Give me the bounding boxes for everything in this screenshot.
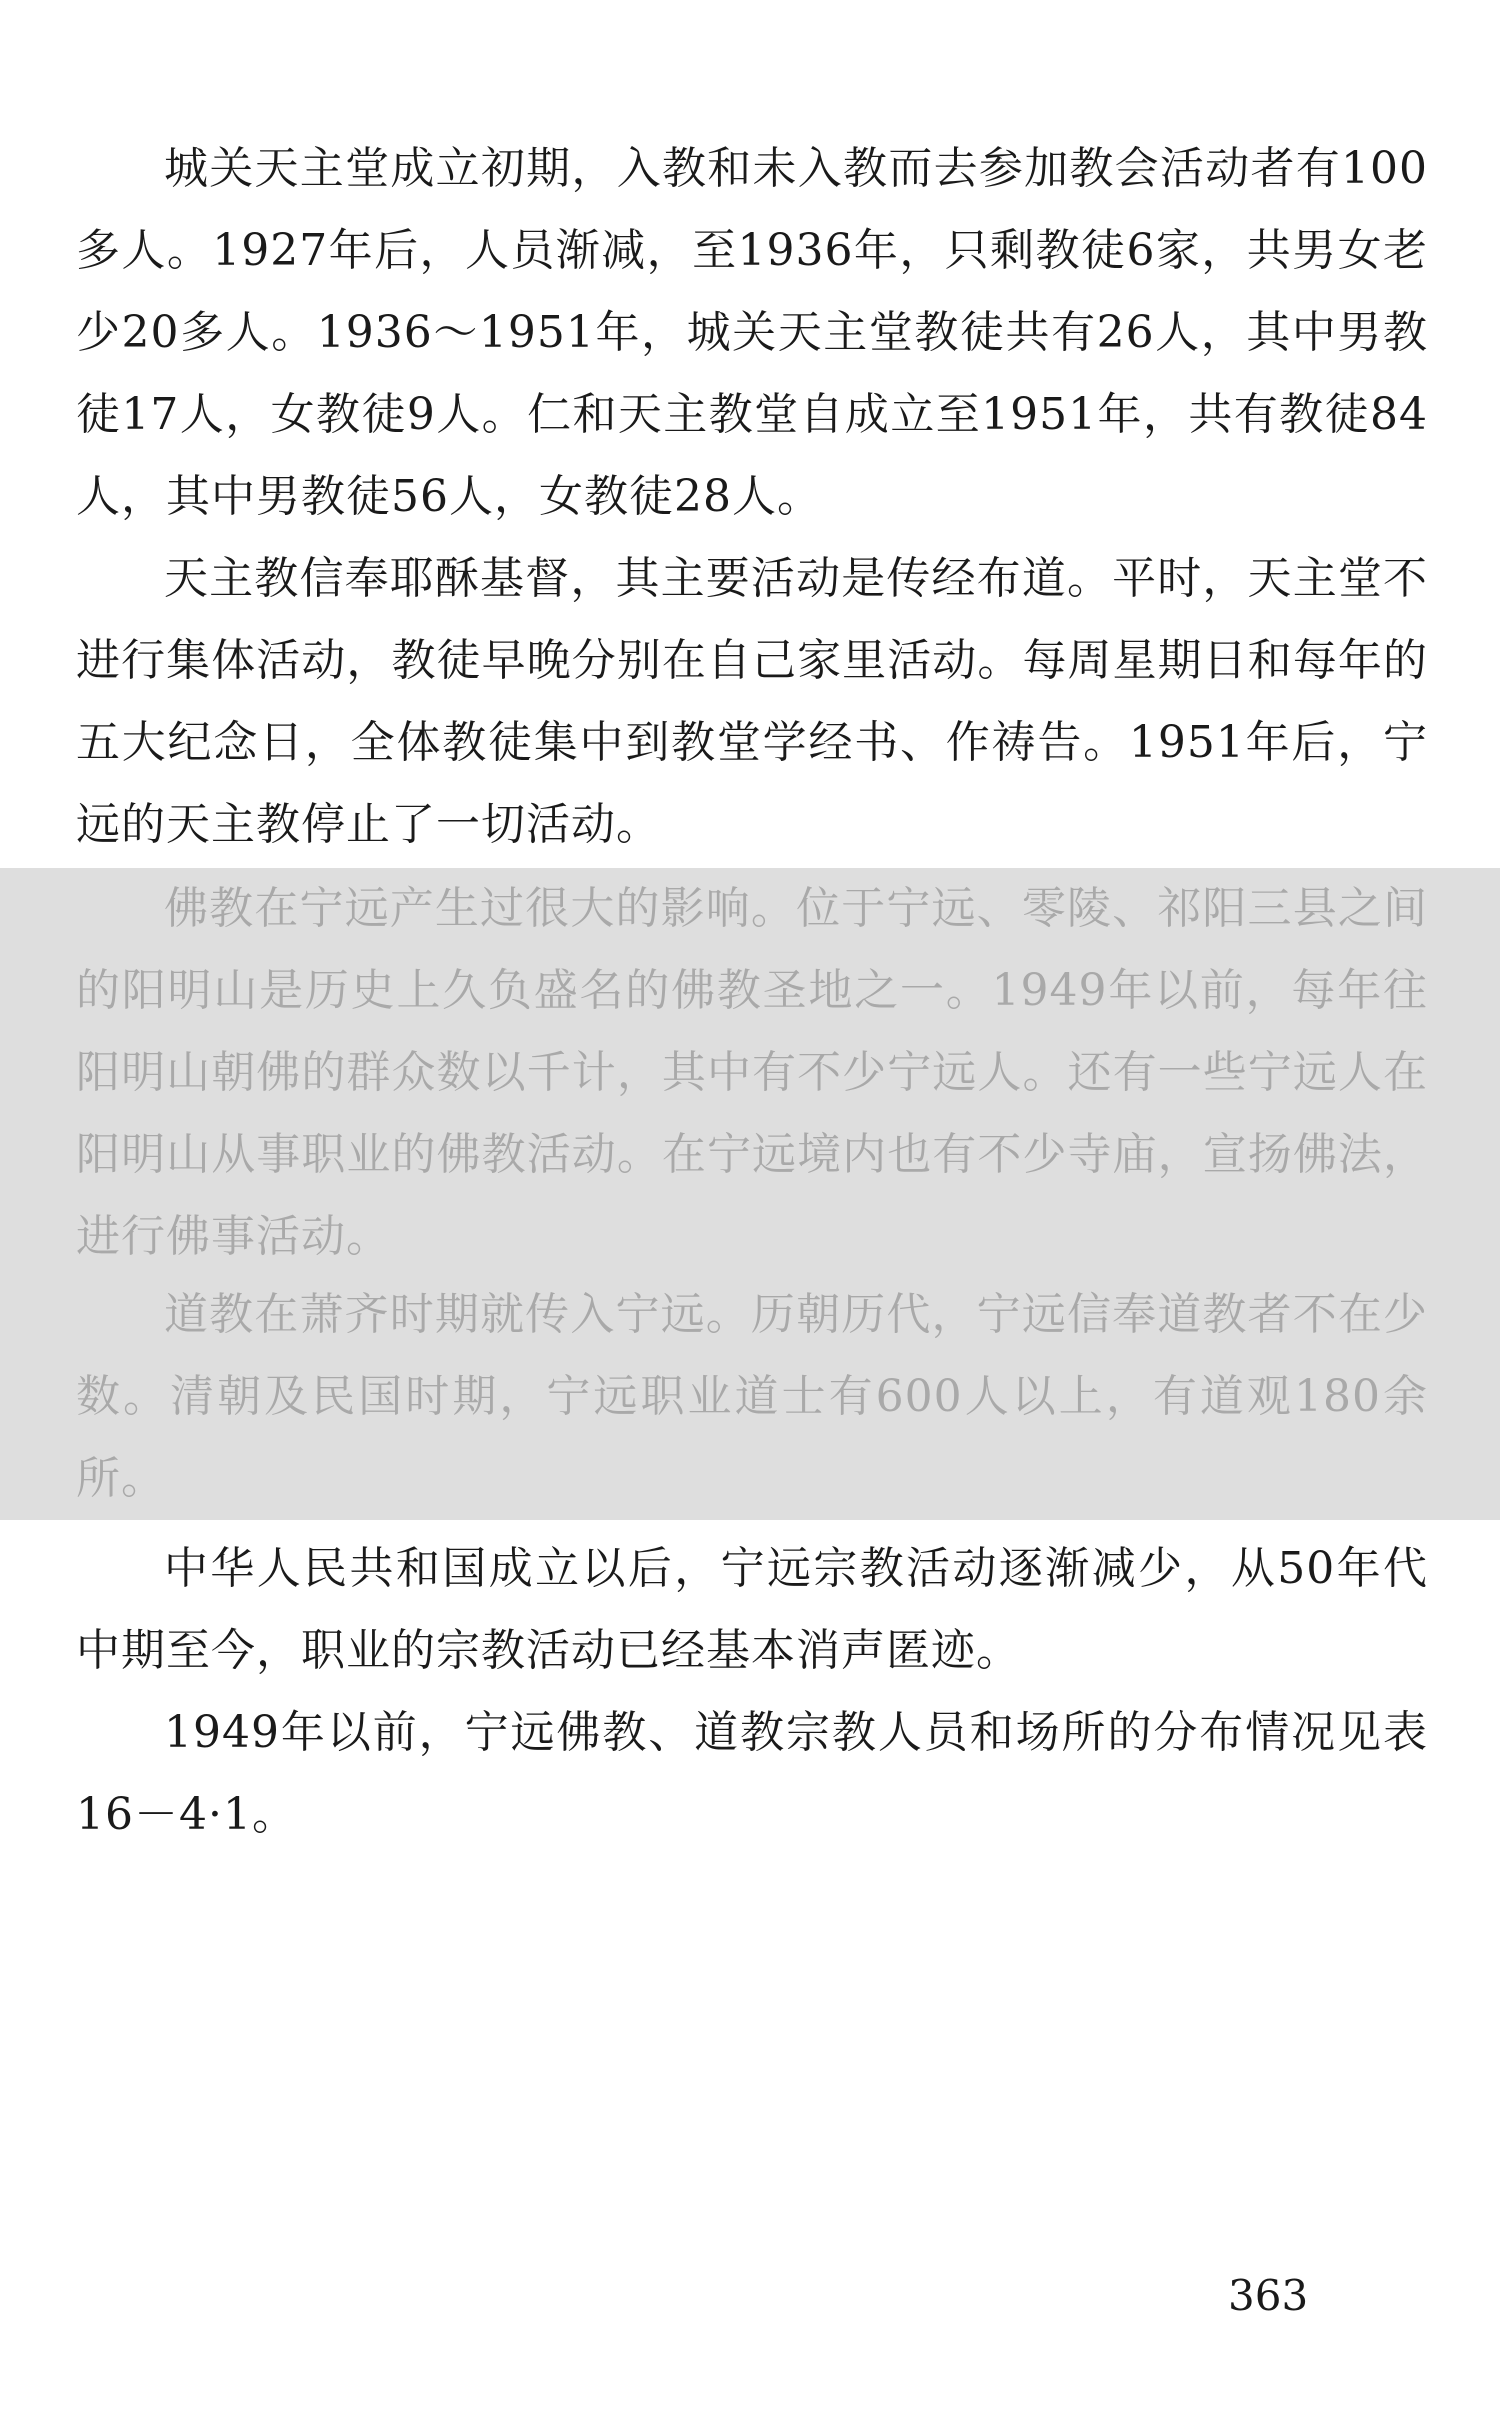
page-number: 363 bbox=[1228, 2271, 1309, 2320]
paragraph-buddhism: 佛教在宁远产生过很大的影响。位于宁远、零陵、祁阳三县之间的阳明山是历史上久负盛名的佛教圣地之一。1949年以前，每年往阳明山朝佛的群众数以千计，其中有不少宁远人。还有一些宁远人在阳明山从事职业的佛教活动。在宁远境内也有不少寺庙，宣扬佛法，进行佛事活动。 bbox=[76, 883, 1428, 1262]
paragraph-catholic-membership: 城关天主堂成立初期，入教和未入教而去参加教会活动者有100多人。1927年后，人员渐减，至1936年，只剩教徒6家，共男女老少20多人。1936～1951年，城关天主堂教徒共有26人，其中男教徒17人，女教徒9人。仁和天主教堂自成立至1951年，共有教徒84人，其中男教徒56人，女教徒28人。 bbox=[76, 143, 1428, 522]
paragraph-taoism: 道教在萧齐时期就传入宁远。历朝历代，宁远信奉道教者不在少数。清朝及民国时期，宁远职业道士有600人以上，有道观180余所。 bbox=[76, 1289, 1428, 1504]
paragraph-catholic-activities: 天主教信奉耶酥基督，其主要活动是传经布道。平时，天主堂不进行集体活动，教徒早晚分别在自己家里活动。每周星期日和每年的五大纪念日，全体教徒集中到教堂学经书、作祷告。1951年后，宁远的天主教停止了一切活动。 bbox=[76, 553, 1428, 850]
paragraph-table-reference: 1949年以前，宁远佛教、道教宗教人员和场所的分布情况见表16－4·1。 bbox=[76, 1707, 1428, 1840]
paragraph-post-1949: 中华人民共和国成立以后，宁远宗教活动逐渐减少，从50年代中期至今，职业的宗教活动已经基本消声匿迹。 bbox=[76, 1543, 1428, 1676]
